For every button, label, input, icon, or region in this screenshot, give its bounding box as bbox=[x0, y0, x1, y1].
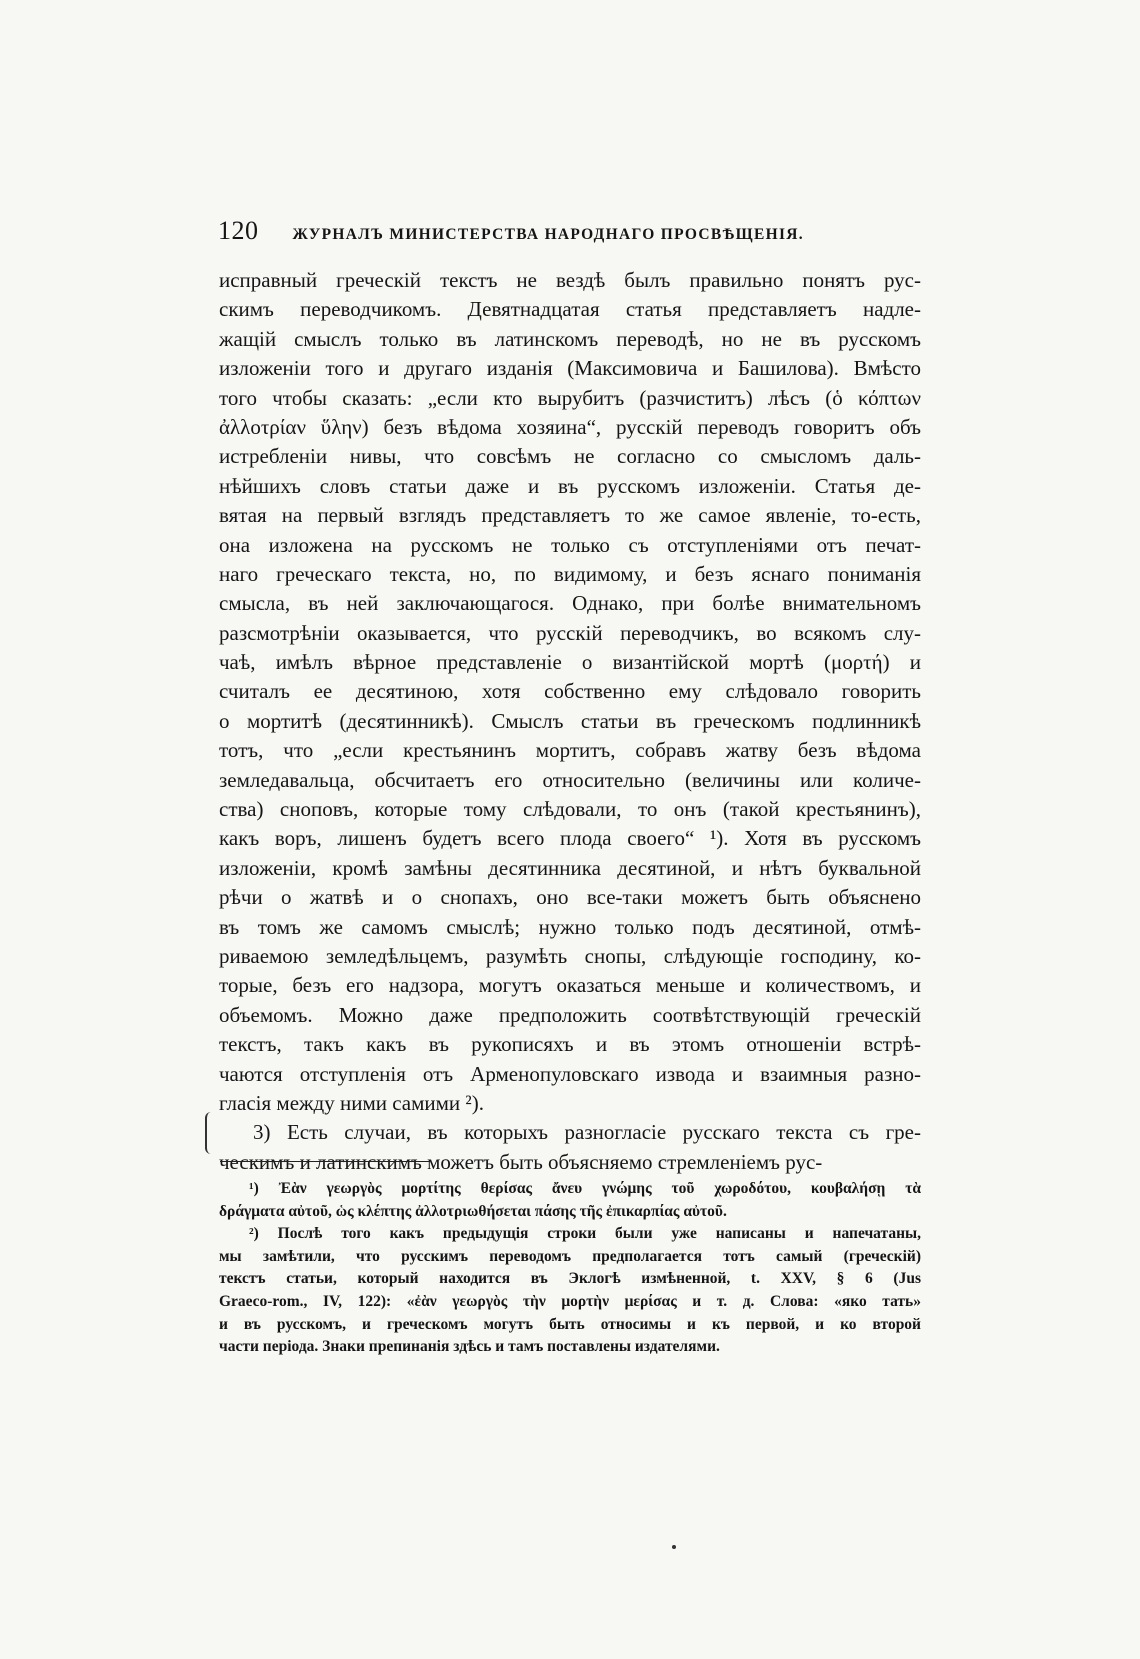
text-line: риваемою земледѣльцемъ, разумѣть снопы, слѣдующіе господину, ко- bbox=[219, 943, 921, 968]
text-line: она изложена на русскомъ не только съ отступленіями отъ печат- bbox=[219, 532, 921, 557]
text-line: тотъ, что „если крестьянинъ мортитъ, собравъ жатву безъ вѣдома bbox=[219, 738, 921, 763]
footnote-line: ²) Послѣ того какъ предыдущія строки были уже написаны и напечатаны, bbox=[249, 1225, 921, 1243]
text-line: объемомъ. Можно даже предположить соотвѣтствующій греческій bbox=[219, 1002, 921, 1027]
text-line: гласія между ними самими ²). bbox=[219, 1090, 484, 1115]
text-line: того чтобы сказать: „если кто вырубитъ (разчиститъ) лѣсъ (ὁ κόπτων bbox=[219, 385, 921, 410]
page-header bbox=[218, 216, 938, 246]
footnote-line: части періода. Знаки препинанія здѣсь и тамъ поставлены издателями. bbox=[219, 1338, 720, 1356]
text-line: о мортитѣ (десятинникѣ). Смыслъ статьи въ греческомъ подлинникѣ bbox=[219, 708, 921, 733]
text-line: наго греческаго текста, но, по видимому, и безъ яснаго пониманія bbox=[219, 561, 921, 586]
footnotes bbox=[219, 1178, 921, 1359]
text-line: земледавальца, обсчитаетъ его относительно (величины или количе- bbox=[219, 767, 921, 792]
text-line: истребленіи нивы, что совсѣмъ не согласно со смысломъ даль- bbox=[219, 444, 921, 469]
text-line: торые, безъ его надзора, могутъ оказаться меньше и количествомъ, и bbox=[219, 973, 921, 998]
text-line: ства) сноповъ, которые тому слѣдовали, то онъ (такой крестьянинъ), bbox=[219, 797, 921, 822]
ink-speck bbox=[672, 1545, 676, 1549]
text-line: текстъ, такъ какъ въ рукописяхъ и въ этомъ отношеніи встрѣ- bbox=[219, 1032, 921, 1057]
text-line: ἀλλοτρίαν ὕλην) безъ вѣдома хозяина“, русскій переводъ говоритъ объ bbox=[219, 414, 921, 439]
text-line: ческимъ и латинскимъ можетъ быть объясняемо стремленіемъ рус- bbox=[219, 1149, 823, 1174]
text-line: чаѣ, имѣлъ вѣрное представленіе о византійской мортѣ (μορτή) и bbox=[219, 650, 921, 675]
text-line: смысла, въ ней заключающагося. Однако, при болѣе внимательномъ bbox=[219, 591, 921, 616]
text-line: какъ воръ, лишенъ будетъ всего плода своего“ ¹). Хотя въ русскомъ bbox=[219, 826, 921, 851]
footnote-separator-rule bbox=[220, 1161, 430, 1162]
text-line: жащій смыслъ только въ латинскомъ переводѣ, но не въ русскомъ bbox=[219, 326, 921, 351]
text-line: рѣчи о жатвѣ и о снопахъ, оно все-таки можетъ быть объяснено bbox=[219, 885, 921, 910]
page-number: 120 bbox=[218, 216, 259, 245]
text-line: нѣйшихъ словъ статьи даже и въ русскомъ изложеніи. Статья де- bbox=[219, 473, 921, 498]
footnote-line: Graeco-rom., IV, 122): «ἐὰν γεωργὸς τὴν μορτὴν μερίσας и т. д. Слова: «яко тать» bbox=[219, 1292, 921, 1310]
text-line: скимъ переводчикомъ. Девятнадцатая статья представляетъ надле- bbox=[219, 297, 921, 322]
footnote-line: и въ русскомъ, и греческомъ могутъ быть относимы и къ первой, и ко второй bbox=[219, 1315, 921, 1333]
footnote-line: δράγματα αὐτοῦ, ὡς κλέπτης ἀλλοτριωθήσεται πάσης τῆς ἐπικαρπίας αὐτοῦ. bbox=[219, 1202, 727, 1220]
running-title: ЖУРНАЛЪ МИНИСТЕРСТВА НАРОДНАГО ПРОСВѢЩЕНІЯ. bbox=[292, 226, 804, 243]
margin-bracket-mark bbox=[205, 1112, 215, 1154]
footnote-line: мы замѣтили, что русскимъ переводомъ предполагается тотъ самый (греческій) bbox=[219, 1247, 921, 1265]
text-line: исправный греческій текстъ не вездѣ былъ правильно понятъ рус- bbox=[219, 268, 921, 292]
footnote-line: текстъ статьи, который находится въ Эклогѣ измѣненной, t. XXV, § 6 (Jus bbox=[219, 1270, 921, 1288]
text-line: изложеніи того и другаго изданія (Максимовича и Башилова). Вмѣсто bbox=[219, 356, 921, 381]
text-line: разсмотрѣніи оказывается, что русскій переводчикъ, во всякомъ слу- bbox=[219, 620, 921, 645]
text-line: вятая на первый взглядъ представляетъ то же самое явленіе, то-есть, bbox=[219, 503, 921, 528]
text-line: изложеніи, кромѣ замѣны десятинника десятиной, и нѣтъ буквальной bbox=[219, 855, 921, 880]
text-line: въ томъ же самомъ смыслѣ; нужно только подъ десятиной, отмѣ- bbox=[219, 914, 921, 939]
text-line: чаются отступленія отъ Арменопуловскаго извода и взаимныя разно- bbox=[219, 1061, 921, 1086]
text-line: считалъ ее десятиною, хотя собственно ему слѣдовало говорить bbox=[219, 679, 921, 704]
text-line: 3) Есть случаи, въ которыхъ разногласіе русскаго текста съ гре- bbox=[253, 1120, 921, 1145]
footnote-line: ¹) Ἐὰν γεωργὸς μορτίτης θερίσας ἄνευ γνώμης τοῦ χωροδότου, κουβαλήσῃ τὰ bbox=[249, 1180, 921, 1197]
main-text bbox=[219, 266, 921, 1177]
